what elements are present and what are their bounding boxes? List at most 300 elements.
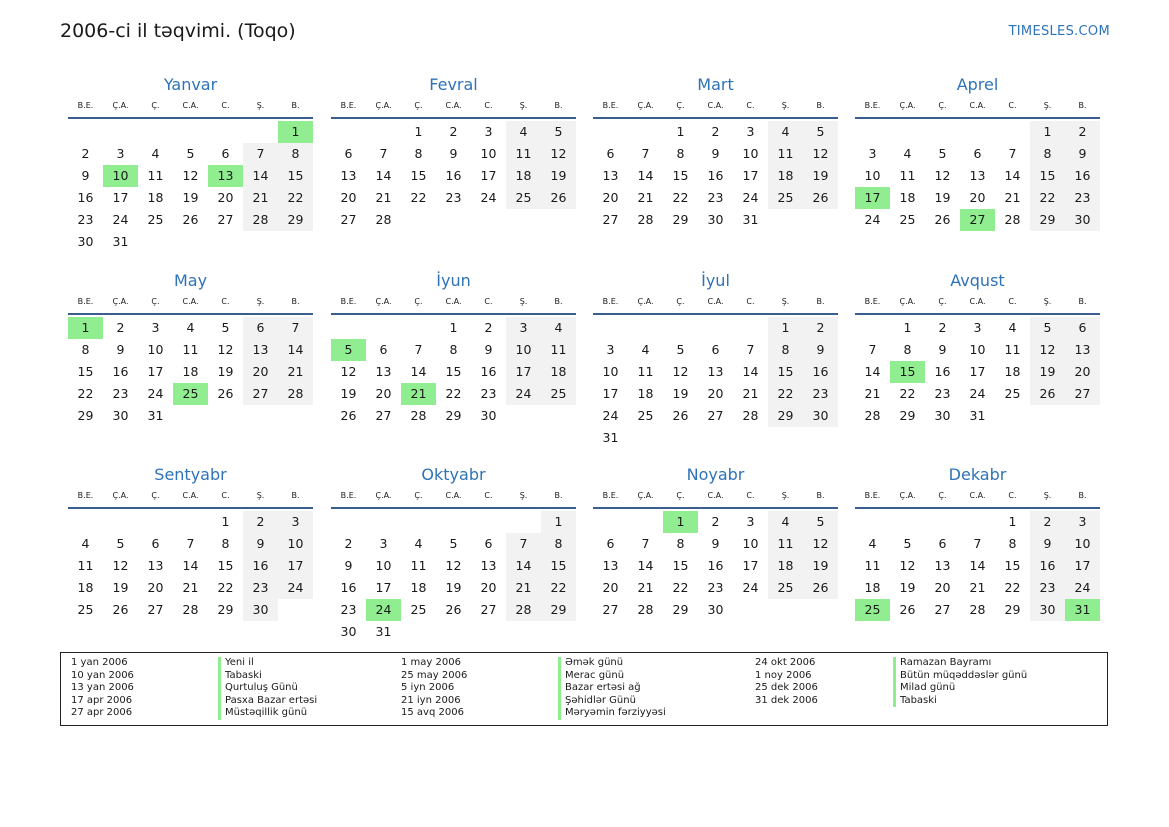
- weekday-header: [68, 98, 313, 114]
- day-cell: 7: [243, 143, 278, 165]
- day-cell: 15: [445, 364, 462, 379]
- day-cell: 16: [1030, 555, 1065, 577]
- day-cell: 24: [742, 580, 759, 595]
- legend-date: 17 apr 2006: [71, 694, 133, 706]
- day-cell: 27: [934, 602, 951, 617]
- legend-names-col-2: [558, 657, 666, 720]
- day-cell: 1: [541, 511, 576, 533]
- week-row: [855, 121, 1100, 143]
- day-cell: 26: [217, 386, 234, 401]
- day-cell: 8: [541, 533, 576, 555]
- day-cell: 2: [1030, 511, 1065, 533]
- day-cell: 16: [340, 580, 357, 595]
- weekday-label: Ç.A.: [637, 101, 654, 110]
- weekday-label: Ç.A.: [637, 491, 654, 500]
- day-cell: 19: [934, 190, 951, 205]
- day-cell: 11: [182, 342, 199, 357]
- day-cell: 6: [711, 342, 720, 357]
- day-cell: 21: [375, 190, 392, 205]
- day-cell: 19: [112, 580, 129, 595]
- weekday-label: B.: [554, 491, 563, 500]
- holiday-day-cell: 1: [68, 317, 103, 339]
- day-cell: 13: [934, 558, 951, 573]
- week-row: [331, 383, 576, 405]
- week-row: [331, 165, 576, 187]
- day-cell: 26: [899, 602, 916, 617]
- day-cell: 17: [147, 364, 164, 379]
- header-divider: [68, 507, 313, 509]
- legend-date: 31 dek 2006: [755, 694, 818, 706]
- weekday-label: B.E.: [77, 491, 94, 500]
- day-cell: 1: [768, 317, 803, 339]
- day-cell: 29: [541, 599, 576, 621]
- day-cell: 23: [340, 602, 357, 617]
- week-row: [331, 361, 576, 383]
- day-cell: 6: [606, 146, 615, 161]
- week-row: [593, 405, 838, 427]
- day-cell: 12: [541, 143, 576, 165]
- weekday-label: B.: [816, 101, 825, 110]
- week-row: [68, 511, 313, 533]
- legend-date: 1 yan 2006: [71, 657, 128, 668]
- day-cell: 31: [969, 408, 986, 423]
- empty-cell: [103, 121, 138, 143]
- day-cell: 23: [934, 386, 951, 401]
- day-cell: 4: [868, 536, 877, 551]
- day-cell: 29: [445, 408, 462, 423]
- weekday-label: C.: [746, 101, 755, 110]
- holiday-day-cell: 21: [401, 383, 436, 405]
- weekday-label: B.: [1078, 491, 1087, 500]
- day-cell: 30: [707, 212, 724, 227]
- empty-cell: [138, 511, 173, 533]
- day-cell: 12: [182, 168, 199, 183]
- empty-cell: [331, 121, 366, 143]
- empty-cell: [208, 231, 243, 253]
- day-cell: 17: [480, 168, 497, 183]
- day-cell: 21: [969, 580, 986, 595]
- week-row: [331, 577, 576, 599]
- day-cell: 20: [217, 190, 234, 205]
- day-cell: 24: [742, 190, 759, 205]
- empty-cell: [208, 405, 243, 427]
- day-cell: 13: [1065, 339, 1100, 361]
- day-cell: 17: [375, 580, 392, 595]
- day-cell: 8: [449, 342, 458, 357]
- weekday-label: C.: [221, 101, 230, 110]
- empty-cell: [803, 209, 838, 231]
- weekday-label: Ş.: [519, 491, 528, 500]
- weekday-label: B.E.: [340, 491, 357, 500]
- day-cell: 18: [77, 580, 94, 595]
- day-cell: 21: [243, 187, 278, 209]
- legend-date: 10 yan 2006: [71, 669, 134, 681]
- month-1: [68, 72, 313, 253]
- weekday-label: C.: [746, 491, 755, 500]
- week-row: [855, 317, 1100, 339]
- week-row: [331, 317, 576, 339]
- day-cell: 6: [973, 146, 982, 161]
- weekday-label: B.: [816, 491, 825, 500]
- empty-cell: [593, 121, 628, 143]
- day-cell: 8: [1030, 143, 1065, 165]
- day-cell: 3: [506, 317, 541, 339]
- weekday-label: Ş.: [519, 101, 528, 110]
- day-cell: 28: [637, 212, 654, 227]
- legend-date: 27 apr 2006: [71, 707, 133, 719]
- day-cell: 31: [602, 430, 619, 445]
- weekday-label: B.E.: [602, 491, 619, 500]
- weekday-label: C.A.: [969, 491, 986, 500]
- weekday-label: C.: [221, 491, 230, 500]
- day-cell: 21: [864, 386, 881, 401]
- day-cell: 16: [480, 364, 497, 379]
- week-row: [331, 143, 576, 165]
- legend-dates-col-1: [71, 657, 134, 720]
- day-cell: 11: [864, 558, 881, 573]
- day-cell: 7: [868, 342, 877, 357]
- day-cell: 3: [868, 146, 877, 161]
- holiday-day-cell: 15: [890, 361, 925, 383]
- day-cell: 6: [344, 146, 353, 161]
- legend-holiday-name: Ramazan Bayramı: [893, 657, 1027, 670]
- day-cell: 11: [506, 143, 541, 165]
- week-row: [593, 361, 838, 383]
- day-cell: 17: [506, 361, 541, 383]
- day-cell: 24: [506, 383, 541, 405]
- day-cell: 13: [480, 558, 497, 573]
- day-cell: 11: [541, 339, 576, 361]
- day-cell: 28: [243, 209, 278, 231]
- week-row: [593, 143, 838, 165]
- day-cell: 13: [969, 168, 986, 183]
- weekday-label: C.A.: [707, 101, 724, 110]
- holiday-day-cell: 10: [103, 165, 138, 187]
- empty-cell: [960, 511, 995, 533]
- day-cell: 8: [221, 536, 230, 551]
- weekday-header: [68, 294, 313, 310]
- week-row: [331, 599, 576, 621]
- empty-cell: [278, 599, 313, 621]
- day-cell: 28: [182, 602, 199, 617]
- day-cell: 21: [506, 577, 541, 599]
- day-cell: 2: [484, 320, 493, 335]
- day-cell: 16: [243, 555, 278, 577]
- day-cell: 5: [676, 342, 685, 357]
- weekday-header: [593, 98, 838, 114]
- day-cell: 10: [1065, 533, 1100, 555]
- empty-cell: [663, 317, 698, 339]
- weekday-label: Ç.: [938, 101, 947, 110]
- week-row: [331, 209, 576, 231]
- day-cell: 18: [182, 364, 199, 379]
- day-cell: 21: [182, 580, 199, 595]
- week-row: [68, 339, 313, 361]
- empty-cell: [698, 427, 733, 449]
- day-cell: 26: [803, 187, 838, 209]
- weekday-label: B.: [554, 101, 563, 110]
- empty-cell: [768, 427, 803, 449]
- empty-cell: [593, 511, 628, 533]
- day-cell: 22: [1030, 187, 1065, 209]
- weekday-label: Ç.: [151, 297, 160, 306]
- day-cell: 5: [1030, 317, 1065, 339]
- day-cell: 23: [243, 577, 278, 599]
- week-row: [68, 361, 313, 383]
- day-cell: 15: [217, 558, 234, 573]
- day-cell: 29: [77, 408, 94, 423]
- day-cell: 25: [506, 187, 541, 209]
- week-row: [68, 209, 313, 231]
- day-cell: 23: [707, 190, 724, 205]
- day-cell: 19: [803, 555, 838, 577]
- day-cell: 16: [934, 364, 951, 379]
- day-cell: 6: [606, 536, 615, 551]
- day-cell: 30: [803, 405, 838, 427]
- day-cell: 8: [676, 146, 685, 161]
- legend-holiday-name: Məryəmin fərziyyəsi: [558, 707, 666, 720]
- weekday-label: C.: [484, 491, 493, 500]
- empty-cell: [68, 121, 103, 143]
- day-cell: 13: [340, 168, 357, 183]
- weekday-label: C.A.: [707, 297, 724, 306]
- empty-cell: [733, 599, 768, 621]
- day-cell: 22: [1004, 580, 1021, 595]
- empty-cell: [366, 121, 401, 143]
- day-cell: 4: [541, 317, 576, 339]
- week-row: [593, 317, 838, 339]
- day-cell: 5: [903, 536, 912, 551]
- day-cell: 19: [672, 386, 689, 401]
- weekday-label: C.A.: [445, 491, 462, 500]
- month-3: [593, 72, 838, 231]
- week-row: [855, 405, 1100, 427]
- legend-dates-col-2: [401, 657, 467, 720]
- weekday-header: [68, 488, 313, 504]
- weekday-label: Ç.A.: [112, 491, 129, 500]
- day-cell: 2: [803, 317, 838, 339]
- day-cell: 25: [147, 212, 164, 227]
- day-cell: 7: [278, 317, 313, 339]
- day-cell: 13: [147, 558, 164, 573]
- weekday-label: Ş.: [781, 297, 790, 306]
- week-row: [855, 165, 1100, 187]
- holiday-day-cell: 5: [331, 339, 366, 361]
- weekday-label: C.: [484, 101, 493, 110]
- day-cell: 8: [278, 143, 313, 165]
- weekday-label: Ş.: [1043, 101, 1052, 110]
- day-cell: 29: [1030, 209, 1065, 231]
- empty-cell: [890, 121, 925, 143]
- day-cell: 27: [602, 602, 619, 617]
- empty-cell: [471, 621, 506, 643]
- day-cell: 20: [602, 580, 619, 595]
- legend-date: 5 iyn 2006: [401, 682, 455, 694]
- week-row: [331, 121, 576, 143]
- day-cell: 25: [899, 212, 916, 227]
- day-cell: 28: [278, 383, 313, 405]
- month-name: Fevral: [429, 75, 478, 94]
- weekday-label: C.A.: [969, 101, 986, 110]
- legend-holiday-name: Milad günü: [893, 682, 1027, 695]
- day-cell: 26: [672, 408, 689, 423]
- month-4: [855, 72, 1100, 231]
- weekday-header: [855, 488, 1100, 504]
- empty-cell: [541, 209, 576, 231]
- day-cell: 16: [1065, 165, 1100, 187]
- day-cell: 14: [375, 168, 392, 183]
- week-row: [331, 533, 576, 555]
- day-cell: 27: [602, 212, 619, 227]
- weekday-header: [855, 294, 1100, 310]
- day-cell: 19: [899, 580, 916, 595]
- day-cell: 27: [217, 212, 234, 227]
- day-cell: 25: [637, 408, 654, 423]
- weekday-label: B.: [291, 491, 300, 500]
- day-cell: 15: [672, 558, 689, 573]
- day-cell: 12: [340, 364, 357, 379]
- weekday-label: Ş.: [256, 101, 265, 110]
- day-cell: 5: [803, 121, 838, 143]
- legend-holiday-name: Müstəqillik günü: [218, 707, 317, 720]
- empty-cell: [925, 511, 960, 533]
- empty-cell: [960, 121, 995, 143]
- day-cell: 4: [1008, 320, 1017, 335]
- day-cell: 30: [707, 602, 724, 617]
- day-cell: 9: [449, 146, 458, 161]
- weekday-header: [855, 98, 1100, 114]
- weekday-header: [331, 488, 576, 504]
- week-row: [68, 143, 313, 165]
- day-cell: 20: [969, 190, 986, 205]
- weekday-label: C.: [221, 297, 230, 306]
- week-row: [68, 555, 313, 577]
- day-cell: 2: [1065, 121, 1100, 143]
- day-cell: 12: [803, 533, 838, 555]
- header-divider: [593, 507, 838, 509]
- holiday-day-cell: 1: [278, 121, 313, 143]
- day-cell: 15: [278, 165, 313, 187]
- weekday-label: Ç.: [414, 297, 423, 306]
- weekday-label: B.E.: [864, 101, 881, 110]
- weekday-label: C.A.: [182, 491, 199, 500]
- weekday-label: Ş.: [256, 297, 265, 306]
- weekday-label: C.A.: [969, 297, 986, 306]
- day-cell: 8: [414, 146, 423, 161]
- week-row: [68, 187, 313, 209]
- day-cell: 11: [768, 143, 803, 165]
- day-cell: 26: [182, 212, 199, 227]
- day-cell: 6: [1065, 317, 1100, 339]
- day-cell: 27: [340, 212, 357, 227]
- weekday-label: C.: [1008, 101, 1017, 110]
- weekday-label: B.: [554, 297, 563, 306]
- day-cell: 18: [147, 190, 164, 205]
- day-cell: 1: [1008, 514, 1017, 529]
- day-cell: 17: [1065, 555, 1100, 577]
- empty-cell: [366, 511, 401, 533]
- site-link[interactable]: TIMESLES.COM: [1008, 24, 1110, 39]
- empty-cell: [803, 427, 838, 449]
- weekday-label: Ç.A.: [112, 297, 129, 306]
- legend-holiday-name: Merac günü: [558, 670, 666, 683]
- day-cell: 7: [641, 146, 650, 161]
- header-divider: [593, 117, 838, 119]
- day-cell: 21: [637, 580, 654, 595]
- day-cell: 12: [445, 558, 462, 573]
- weekday-label: Ç.A.: [899, 297, 916, 306]
- day-cell: 13: [375, 364, 392, 379]
- day-cell: 11: [899, 168, 916, 183]
- empty-cell: [628, 317, 663, 339]
- day-cell: 29: [217, 602, 234, 617]
- legend-date: 25 dek 2006: [755, 682, 818, 694]
- empty-cell: [243, 121, 278, 143]
- legend-holiday-name: Əmək günü: [558, 657, 666, 670]
- legend-date: 21 iyn 2006: [401, 694, 461, 706]
- day-cell: 17: [112, 190, 129, 205]
- day-cell: 19: [217, 364, 234, 379]
- day-cell: 22: [541, 577, 576, 599]
- day-cell: 5: [186, 146, 195, 161]
- week-row: [855, 577, 1100, 599]
- day-cell: 20: [340, 190, 357, 205]
- day-cell: 23: [112, 386, 129, 401]
- day-cell: 12: [112, 558, 129, 573]
- day-cell: 19: [445, 580, 462, 595]
- day-cell: 27: [243, 383, 278, 405]
- day-cell: 4: [81, 536, 90, 551]
- day-cell: 3: [278, 511, 313, 533]
- weekday-label: C.A.: [182, 297, 199, 306]
- day-cell: 19: [541, 165, 576, 187]
- header-divider: [68, 313, 313, 315]
- empty-cell: [995, 121, 1030, 143]
- day-cell: 23: [803, 383, 838, 405]
- holiday-legend: [60, 652, 1108, 726]
- weekday-label: B.: [1078, 297, 1087, 306]
- day-cell: 22: [768, 383, 803, 405]
- day-cell: 28: [375, 212, 392, 227]
- day-cell: 28: [864, 408, 881, 423]
- day-cell: 9: [484, 342, 493, 357]
- day-cell: 26: [541, 187, 576, 209]
- day-cell: 30: [340, 624, 357, 639]
- day-cell: 4: [641, 342, 650, 357]
- legend-date: 1 noy 2006: [755, 669, 812, 681]
- weekday-label: Ş.: [1043, 491, 1052, 500]
- weekday-label: Ş.: [781, 491, 790, 500]
- day-cell: 7: [379, 146, 388, 161]
- month-name: Noyabr: [686, 465, 745, 484]
- legend-holiday-name: Qurtuluş Günü: [218, 682, 317, 695]
- day-cell: 14: [506, 555, 541, 577]
- day-cell: 2: [116, 320, 125, 335]
- day-cell: 30: [1030, 599, 1065, 621]
- day-cell: 24: [480, 190, 497, 205]
- week-row: [593, 555, 838, 577]
- weekday-label: Ş.: [1043, 297, 1052, 306]
- day-cell: 24: [147, 386, 164, 401]
- day-cell: 3: [151, 320, 160, 335]
- week-row: [68, 383, 313, 405]
- week-row: [331, 405, 576, 427]
- empty-cell: [803, 599, 838, 621]
- day-cell: 13: [707, 364, 724, 379]
- empty-cell: [506, 405, 541, 427]
- day-cell: 16: [707, 168, 724, 183]
- weekday-label: B.E.: [864, 491, 881, 500]
